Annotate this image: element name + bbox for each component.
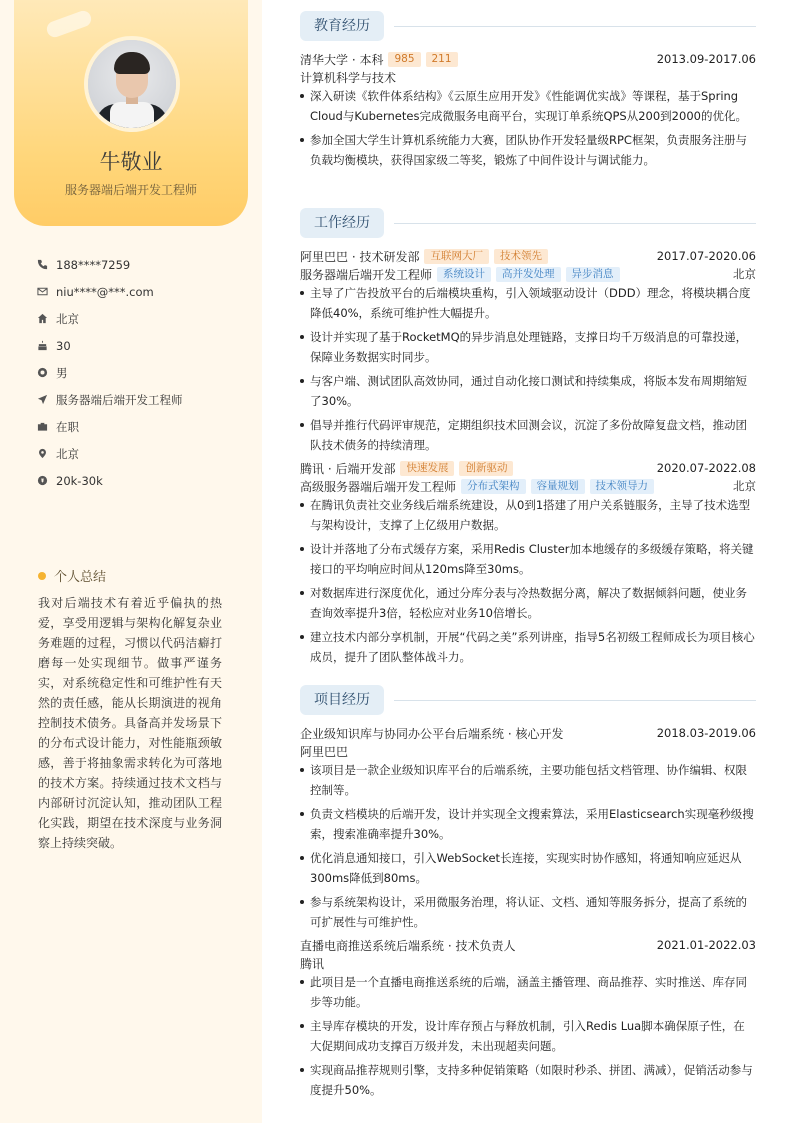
list-item: 倡导并推行代码评审规范，定期组织技术回测会议，沉淀了多份故障复盘文档，推动团队技术债务的持续清理。 <box>300 415 756 455</box>
project-row <box>300 724 756 742</box>
job-role: 服务器端后端开发工程师 <box>300 267 433 282</box>
info-status <box>36 413 183 440</box>
list-item: 负责文档模块的后端开发，设计并实现全文搜索算法，采用Elasticsearch实现毫秒级搜索，搜索准确率提升30%。 <box>300 804 756 844</box>
info-list <box>36 251 183 494</box>
school-name: 清华大学 · 本科 <box>300 52 384 67</box>
list-item: 深入研读《软件体系结构》《云原生应用开发》《性能调优实战》等课程，基于Spring Cloud与Kubernetes完成微服务电商平台，实现订单系统QPS从200到2000的优化。 <box>300 86 756 126</box>
gender-icon <box>36 367 48 379</box>
job-city: 北京 <box>733 267 756 281</box>
list-item: 参加全国大学生计算机系统能力大赛，团队协作开发轻量级RPC框架，负责服务注册与负载均衡模块，获得国家级二等奖，锻炼了中间件设计与调试能力。 <box>300 130 756 170</box>
project-company: 阿里巴巴 <box>300 744 349 759</box>
list-item: 设计并落地了分布式缓存方案，采用Redis Cluster加本地缓存的多级缓存策略，将关键接口的平均响应时间从120ms降至30ms。 <box>300 539 756 579</box>
sidebar <box>0 0 262 1123</box>
major-row <box>300 68 756 86</box>
list-item: 此项目是一个直播电商推送系统的后端，涵盖主播管理、商品推荐、实时推送、库存同步等功能。 <box>300 972 756 1012</box>
info-gender <box>36 359 183 386</box>
info-text: 北京 <box>56 446 79 461</box>
briefcase-icon <box>36 421 48 433</box>
info-email <box>36 278 183 305</box>
job-date: 2017.07-2020.06 <box>656 249 756 263</box>
project-name: 企业级知识库与协同办公平台后端系统 · 核心开发 <box>300 726 564 741</box>
job-role-row <box>300 477 756 495</box>
skill-tag: 技术领导力 <box>590 479 655 494</box>
company-tag: 创新驱动 <box>459 461 513 476</box>
job-bullets <box>300 495 756 671</box>
cake-icon <box>36 340 48 352</box>
mail-icon <box>36 286 48 298</box>
phone-icon <box>36 259 48 271</box>
send-icon <box>36 394 48 406</box>
skill-tag: 容量规划 <box>531 479 585 494</box>
list-item: 建立技术内部分享机制，开展“代码之美”系列讲座，指导5名初级工程师成长为项目核心成员，提升了团队整体战斗力。 <box>300 627 756 667</box>
project-company-row <box>300 954 756 972</box>
summary-heading <box>38 566 106 585</box>
education-date: 2013.09-2017.06 <box>656 52 756 66</box>
info-salary <box>36 467 183 494</box>
job-role: 高级服务器端后端开发工程师 <box>300 479 457 494</box>
info-text: 30 <box>56 338 71 353</box>
list-item: 主导了广告投放平台的后端模块重构，引入领域驱动设计（DDD）理念，将模块耦合度降低40%，系统可维护性大幅提升。 <box>300 283 756 323</box>
job-company-row <box>300 459 756 477</box>
salary-icon <box>36 475 48 487</box>
major: 计算机科学与技术 <box>300 70 397 85</box>
section-title: 工作经历 <box>300 208 384 238</box>
info-position <box>36 386 183 413</box>
profile-name: 牛敬业 <box>99 150 163 174</box>
bullet-dot-icon <box>38 572 46 580</box>
summary-text: 我对后端技术有着近乎偏执的热爱，享受用逻辑与架构化解复杂业务难题的过程，习惯以代码洁癖打磨每一处实现细节。做事严谨务实，对系统稳定性和可维护性有天然的责任感，能从长期演进的视角控制技术债务。具备高并发场景下的分布式设计能力，对性能瓶颈敏感，善于将抽象需求转化为可落地的技术方案。持续通过技术文档与内部研讨沉淀认知，推动团队工程化实践，期望在技术深度与业务洞察上持续突破。 <box>38 596 222 850</box>
list-item: 在腾讯负责社交业务线后端系统建设，从0到1搭建了用户关系链服务，主导了技术选型与架构设计，支撑了上亿级用户数据。 <box>300 495 756 535</box>
school-tag: 985 <box>388 52 420 67</box>
project-company-row <box>300 742 756 760</box>
info-phone <box>36 251 183 278</box>
list-item: 主导库存模块的开发，设计库存预占与释放机制，引入Redis Lua脚本确保原子性，在大促期间成功支撑百万级并发，未出现超卖问题。 <box>300 1016 756 1056</box>
list-item: 与客户端、测试团队高效协同，通过自动化接口测试和持续集成，将版本发布周期缩短了30%。 <box>300 371 756 411</box>
list-item: 该项目是一款企业级知识库平台的后端系统，主要功能包括文档管理、协作编辑、权限控制等。 <box>300 760 756 800</box>
summary-heading-label: 个人总结 <box>54 570 107 585</box>
project-date: 2021.01-2022.03 <box>656 938 756 952</box>
home-icon <box>36 313 48 325</box>
section-education <box>300 11 756 41</box>
project-company: 腾讯 <box>300 956 325 971</box>
list-item: 实现商品推荐规则引擎，支持多种促销策略（如限时秒杀、拼团、满减），促销活动参与度提升50%。 <box>300 1060 756 1100</box>
section-title: 项目经历 <box>300 685 384 715</box>
info-text: 男 <box>56 365 68 380</box>
education-bullets <box>300 86 756 174</box>
list-item: 参与系统架构设计，采用微服务治理，将认证、文档、通知等服务拆分，提高了系统的可扩展性与可维护性。 <box>300 892 756 932</box>
company-name: 腾讯 · 后端开发部 <box>300 461 396 476</box>
avatar-frame <box>84 36 180 132</box>
info-text: 在职 <box>56 419 79 434</box>
job-role-row <box>300 265 756 283</box>
profile-title: 服务器端后端开发工程师 <box>64 183 197 197</box>
avatar <box>88 40 176 128</box>
location-icon <box>36 448 48 460</box>
skill-tag: 系统设计 <box>437 267 491 282</box>
section-work <box>300 208 756 238</box>
info-text: niu****@***.com <box>56 284 154 299</box>
info-location <box>36 440 183 467</box>
job-company-row <box>300 247 756 265</box>
skill-tag: 分布式架构 <box>461 479 526 494</box>
skill-tag: 异步消息 <box>566 267 620 282</box>
project-row <box>300 936 756 954</box>
project-name: 直播电商推送系统后端系统 · 技术负责人 <box>300 938 516 953</box>
info-text: 服务器端后端开发工程师 <box>56 392 183 407</box>
list-item: 优化消息通知接口，引入WebSocket长连接，实现实时协作感知，将通知响应延迟从300ms降低到80ms。 <box>300 848 756 888</box>
project-bullets <box>300 972 756 1104</box>
project-bullets <box>300 760 756 936</box>
section-title: 教育经历 <box>300 11 384 41</box>
education-row <box>300 50 756 68</box>
project-date: 2018.03-2019.06 <box>656 726 756 740</box>
info-age <box>36 332 183 359</box>
company-name: 阿里巴巴 · 技术研发部 <box>300 249 420 264</box>
info-text: 20k-30k <box>56 473 103 488</box>
info-text: 北京 <box>56 311 79 326</box>
job-city: 北京 <box>733 479 756 493</box>
school-tag: 211 <box>426 52 458 67</box>
job-date: 2020.07-2022.08 <box>656 461 756 475</box>
company-tag: 快速发展 <box>400 461 454 476</box>
info-home <box>36 305 183 332</box>
job-bullets <box>300 283 756 459</box>
decorative-pill <box>45 9 94 40</box>
skill-tag: 高并发处理 <box>496 267 561 282</box>
company-tag: 技术领先 <box>494 249 548 264</box>
list-item: 设计并实现了基于RocketMQ的异步消息处理链路，支撑日均千万级消息的可靠投递，保障业务数据实时同步。 <box>300 327 756 367</box>
section-projects <box>300 685 756 715</box>
list-item: 对数据库进行深度优化，通过分库分表与冷热数据分离，解决了数据倾斜问题，使业务查询效率提升3倍，轻松应对业务10倍增长。 <box>300 583 756 623</box>
company-tag: 互联网大厂 <box>424 249 489 264</box>
section-divider <box>394 26 756 27</box>
info-text: 188****7259 <box>56 257 131 272</box>
section-divider <box>394 223 756 224</box>
section-divider <box>394 700 756 701</box>
